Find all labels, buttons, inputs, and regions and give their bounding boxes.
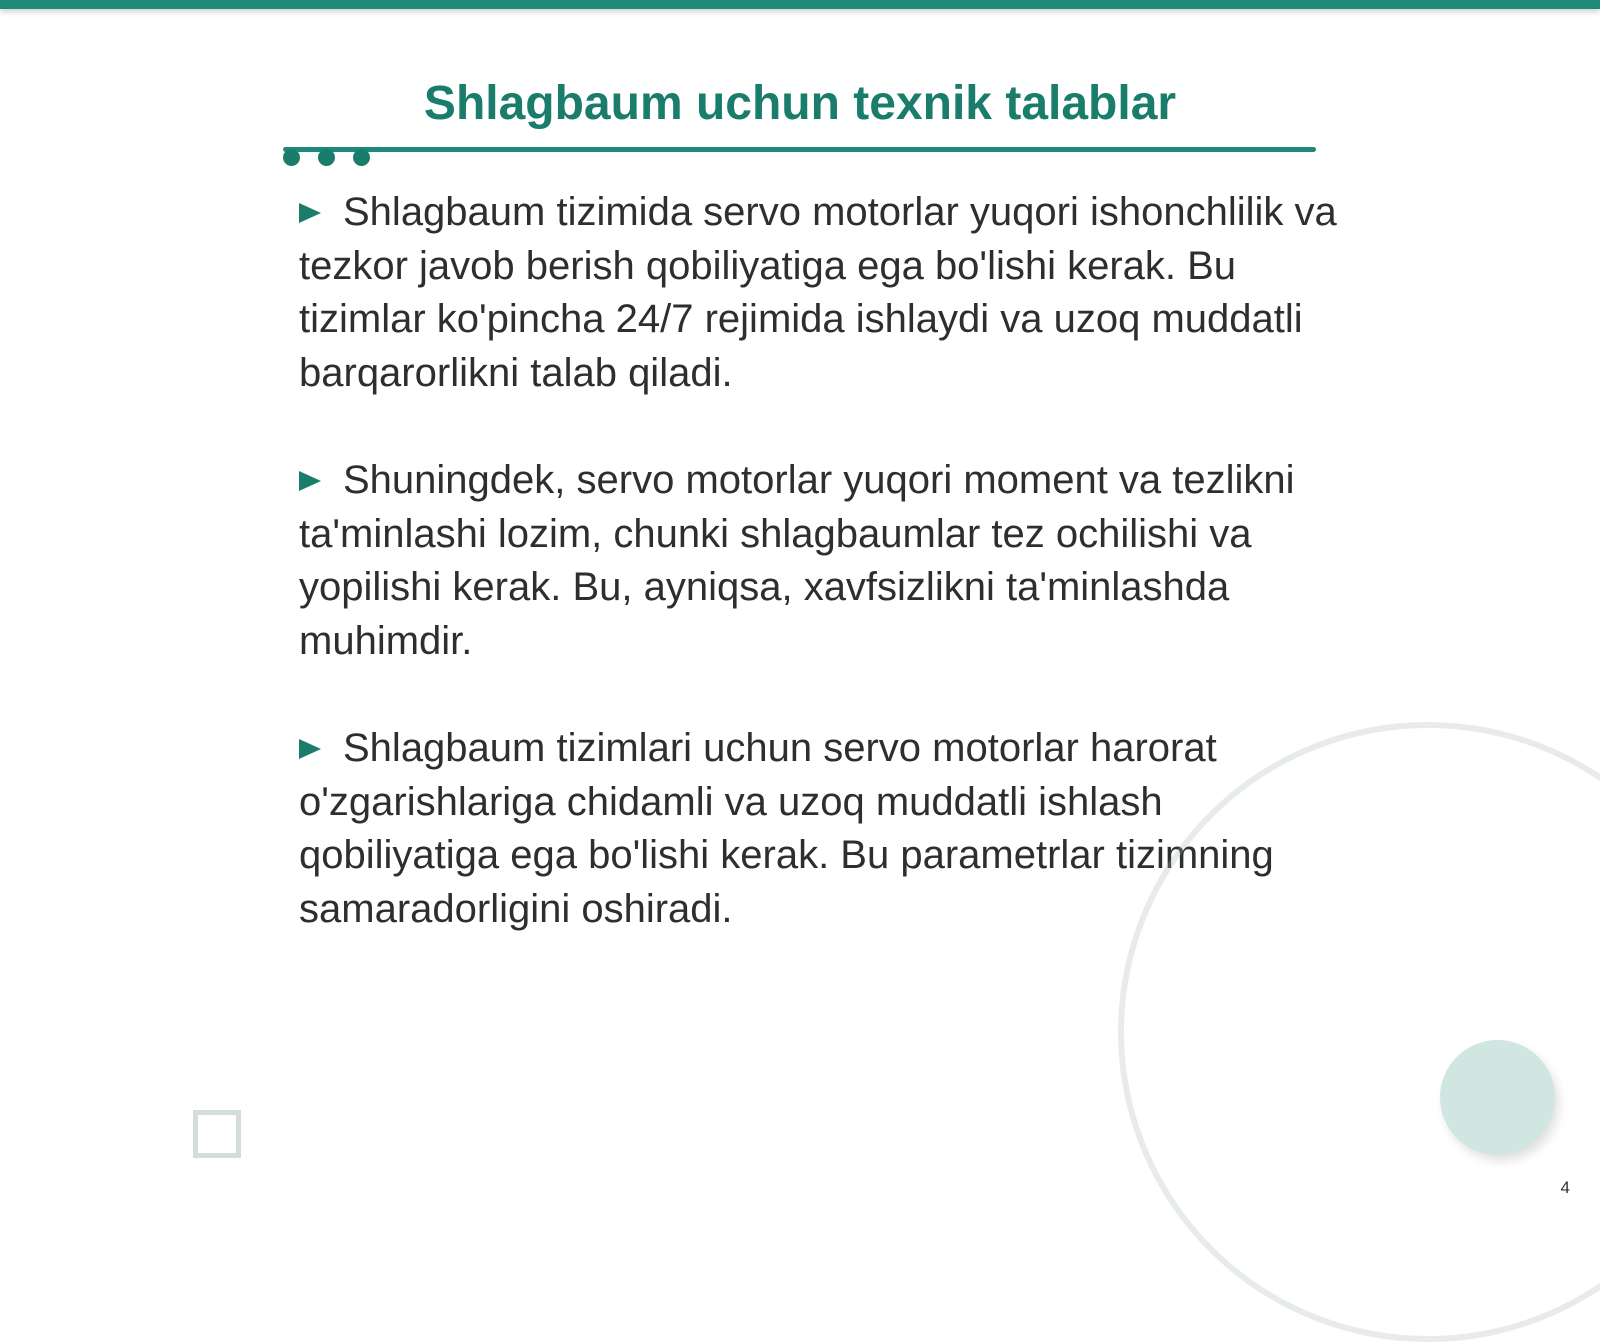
bullet-text: Shlagbaum tizimlari uchun servo motorlar harorat o'zgarishlariga chidamli va uzoq muddatli ishlash qobiliyatiga ega bo'lishi kerak. Bu parametrlar tizimning samaradorligini oshiradi.	[299, 726, 1274, 931]
decorative-dot	[318, 149, 335, 166]
title-underline	[283, 147, 1316, 152]
decorative-square	[193, 1110, 241, 1158]
triangle-right-icon	[299, 739, 321, 759]
triangle-right-icon	[299, 203, 321, 223]
top-accent-bar	[0, 0, 1600, 9]
bullet-text: Shlagbaum tizimida servo motorlar yuqori ishonchlilik va tezkor javob berish qobiliyatiga ega bo'lishi kerak. Bu tizimlar ko'pincha 24/7 rejimida ishlaydi va uzoq muddatli barqarorlikni talab qiladi.	[299, 190, 1337, 395]
bullet-text: Shuningdek, servo motorlar yuqori moment va tezlikni ta'minlashi lozim, chunki shlagbaumlar tez ochilishi va yopilishi kerak. Bu, ayniqsa, xavfsizlikni ta'minlashda muhimdir.	[299, 458, 1295, 663]
decorative-dot	[353, 149, 370, 166]
decorative-circle	[1440, 1040, 1555, 1155]
bullet-item	[299, 454, 1339, 668]
triangle-right-icon	[299, 471, 321, 491]
slide-number: 4	[1560, 1178, 1570, 1197]
bullet-item	[299, 186, 1339, 400]
slide-title: Shlagbaum uchun texnik talablar	[423, 77, 1177, 130]
decorative-dot	[283, 149, 300, 166]
